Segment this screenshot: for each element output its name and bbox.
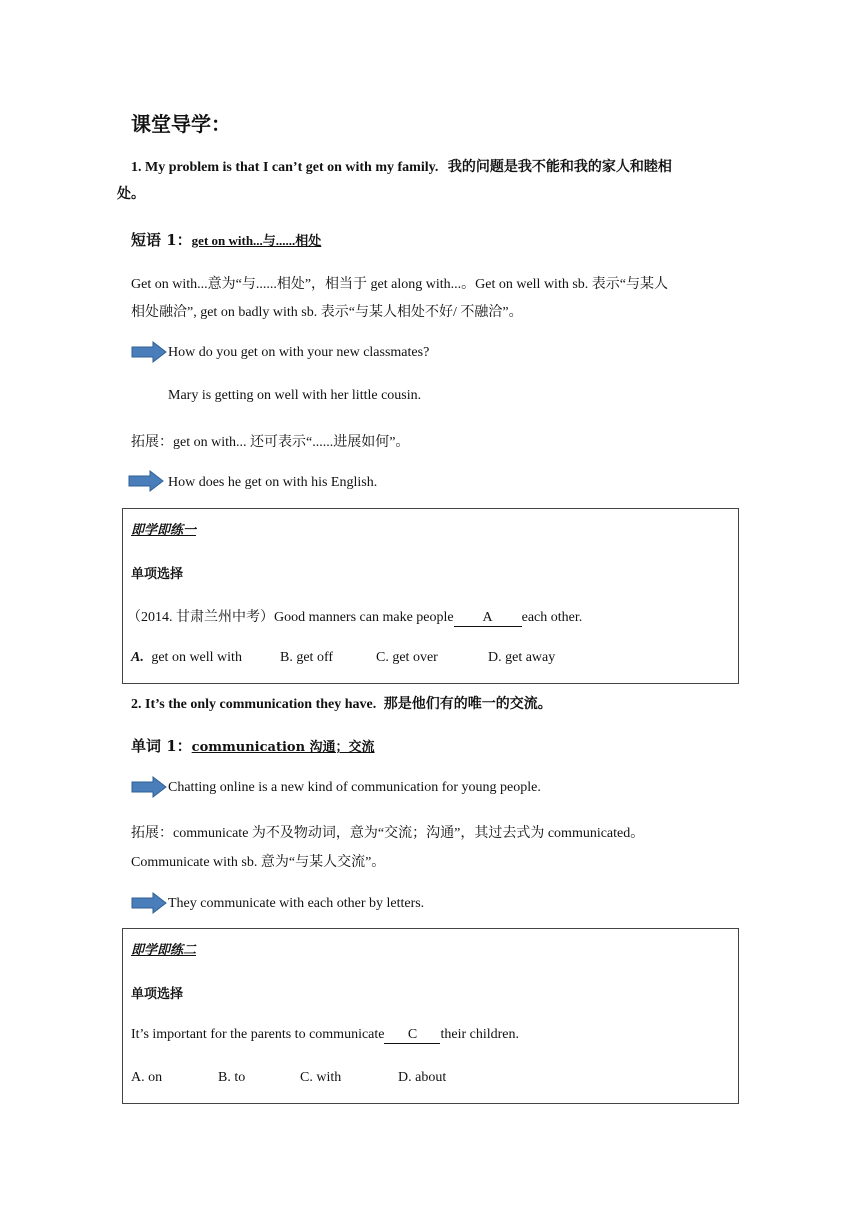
practice2-answer-blank[interactable]: C (384, 1027, 440, 1044)
phrase1-example2: Mary is getting on well with her little cousin. (168, 388, 422, 403)
practice2-question (131, 1027, 519, 1044)
practice2-option-b[interactable]: B. to (218, 1070, 246, 1085)
practice1-option-c[interactable]: C. get over (376, 650, 438, 665)
word1-example2: They communicate with each other by letters. (168, 896, 425, 911)
word1-extend-line2: Communicate with sb. 意为“与某人交流”。 (131, 855, 386, 870)
phrase1-text: get on with...与......相处 (191, 233, 322, 248)
practice1-option-b[interactable]: B. get off (280, 650, 334, 665)
phrase1-explain-line1: Get on with...意为“与......相处”，相当于 get along with...。Get on well with sb. 表示“与某人 (131, 277, 668, 292)
item2-sentence (131, 693, 552, 713)
phrase1-heading (131, 229, 321, 250)
practice2-option-d[interactable]: D. about (398, 1070, 447, 1085)
practice2-type: 单项选择 (131, 987, 184, 1002)
page-heading: 课堂导学： (131, 112, 231, 136)
phrase1-extend: 拓展：get on with... 还可表示“......进展如何”。 (131, 435, 410, 450)
phrase1-example3: How does he get on with his English. (168, 475, 378, 490)
practice2-question-pre: It’s important for the parents to communicate (131, 1027, 385, 1042)
practice1-option-a-text: get on well with (151, 650, 242, 665)
word1-extend-line1: 拓展：communicate 为不及物动词，意为“交流；沟通”，其过去式为 communicated。 (131, 826, 645, 841)
practice2-option-c[interactable]: C. with (300, 1070, 342, 1085)
practice1-option-a[interactable] (131, 650, 242, 666)
item1-sentence-zh: 我的问题是我不能和我的家人和睦相 (447, 159, 672, 175)
practice2-question-post: their children. (440, 1027, 520, 1042)
practice1-question-post: each other. (521, 610, 583, 625)
word1-label: 单词 1： (131, 737, 192, 755)
word1-text: communication 沟通；交流 (191, 740, 375, 755)
word1-example1: Chatting online is a new kind of communication for young people. (168, 780, 541, 795)
practice1-type: 单项选择 (131, 567, 184, 582)
phrase1-label: 短语 1： (131, 231, 192, 249)
practice2-title: 即学即练二 (131, 943, 197, 958)
item1-sentence (131, 156, 672, 176)
item2-sentence-zh: 那是他们有的唯一的交流。 (383, 696, 552, 712)
right-arrow-icon (131, 776, 167, 798)
practice1-answer-blank[interactable]: A (454, 610, 522, 627)
right-arrow-icon (131, 341, 167, 363)
practice1-question-pre: （2014. 甘肃兰州中考）Good manners can make people (127, 610, 454, 625)
phrase1-example1: How do you get on with your new classmates? (168, 345, 430, 360)
item2-sentence-en: 2. It’s the only communication they have. (131, 697, 377, 712)
practice-box-1 (122, 508, 739, 684)
word1-heading (131, 735, 375, 756)
practice2-option-a[interactable]: A. on (131, 1070, 163, 1085)
practice1-question (127, 606, 582, 627)
practice1-option-d[interactable]: D. get away (488, 650, 556, 665)
practice1-option-a-letter: A. (131, 650, 144, 665)
item1-sentence-en: 1. My problem is that I can’t get on with my family. (131, 160, 439, 175)
right-arrow-icon (131, 892, 167, 914)
right-arrow-icon (128, 470, 164, 492)
practice-box-2 (122, 928, 739, 1104)
phrase1-explain-line2: 相处融洽”, get on badly with sb. 表示“与某人相处不好/ 不融洽”。 (131, 305, 523, 320)
item1-sentence-zh-cont: 处。 (117, 186, 145, 202)
practice1-title: 即学即练一 (131, 523, 197, 538)
